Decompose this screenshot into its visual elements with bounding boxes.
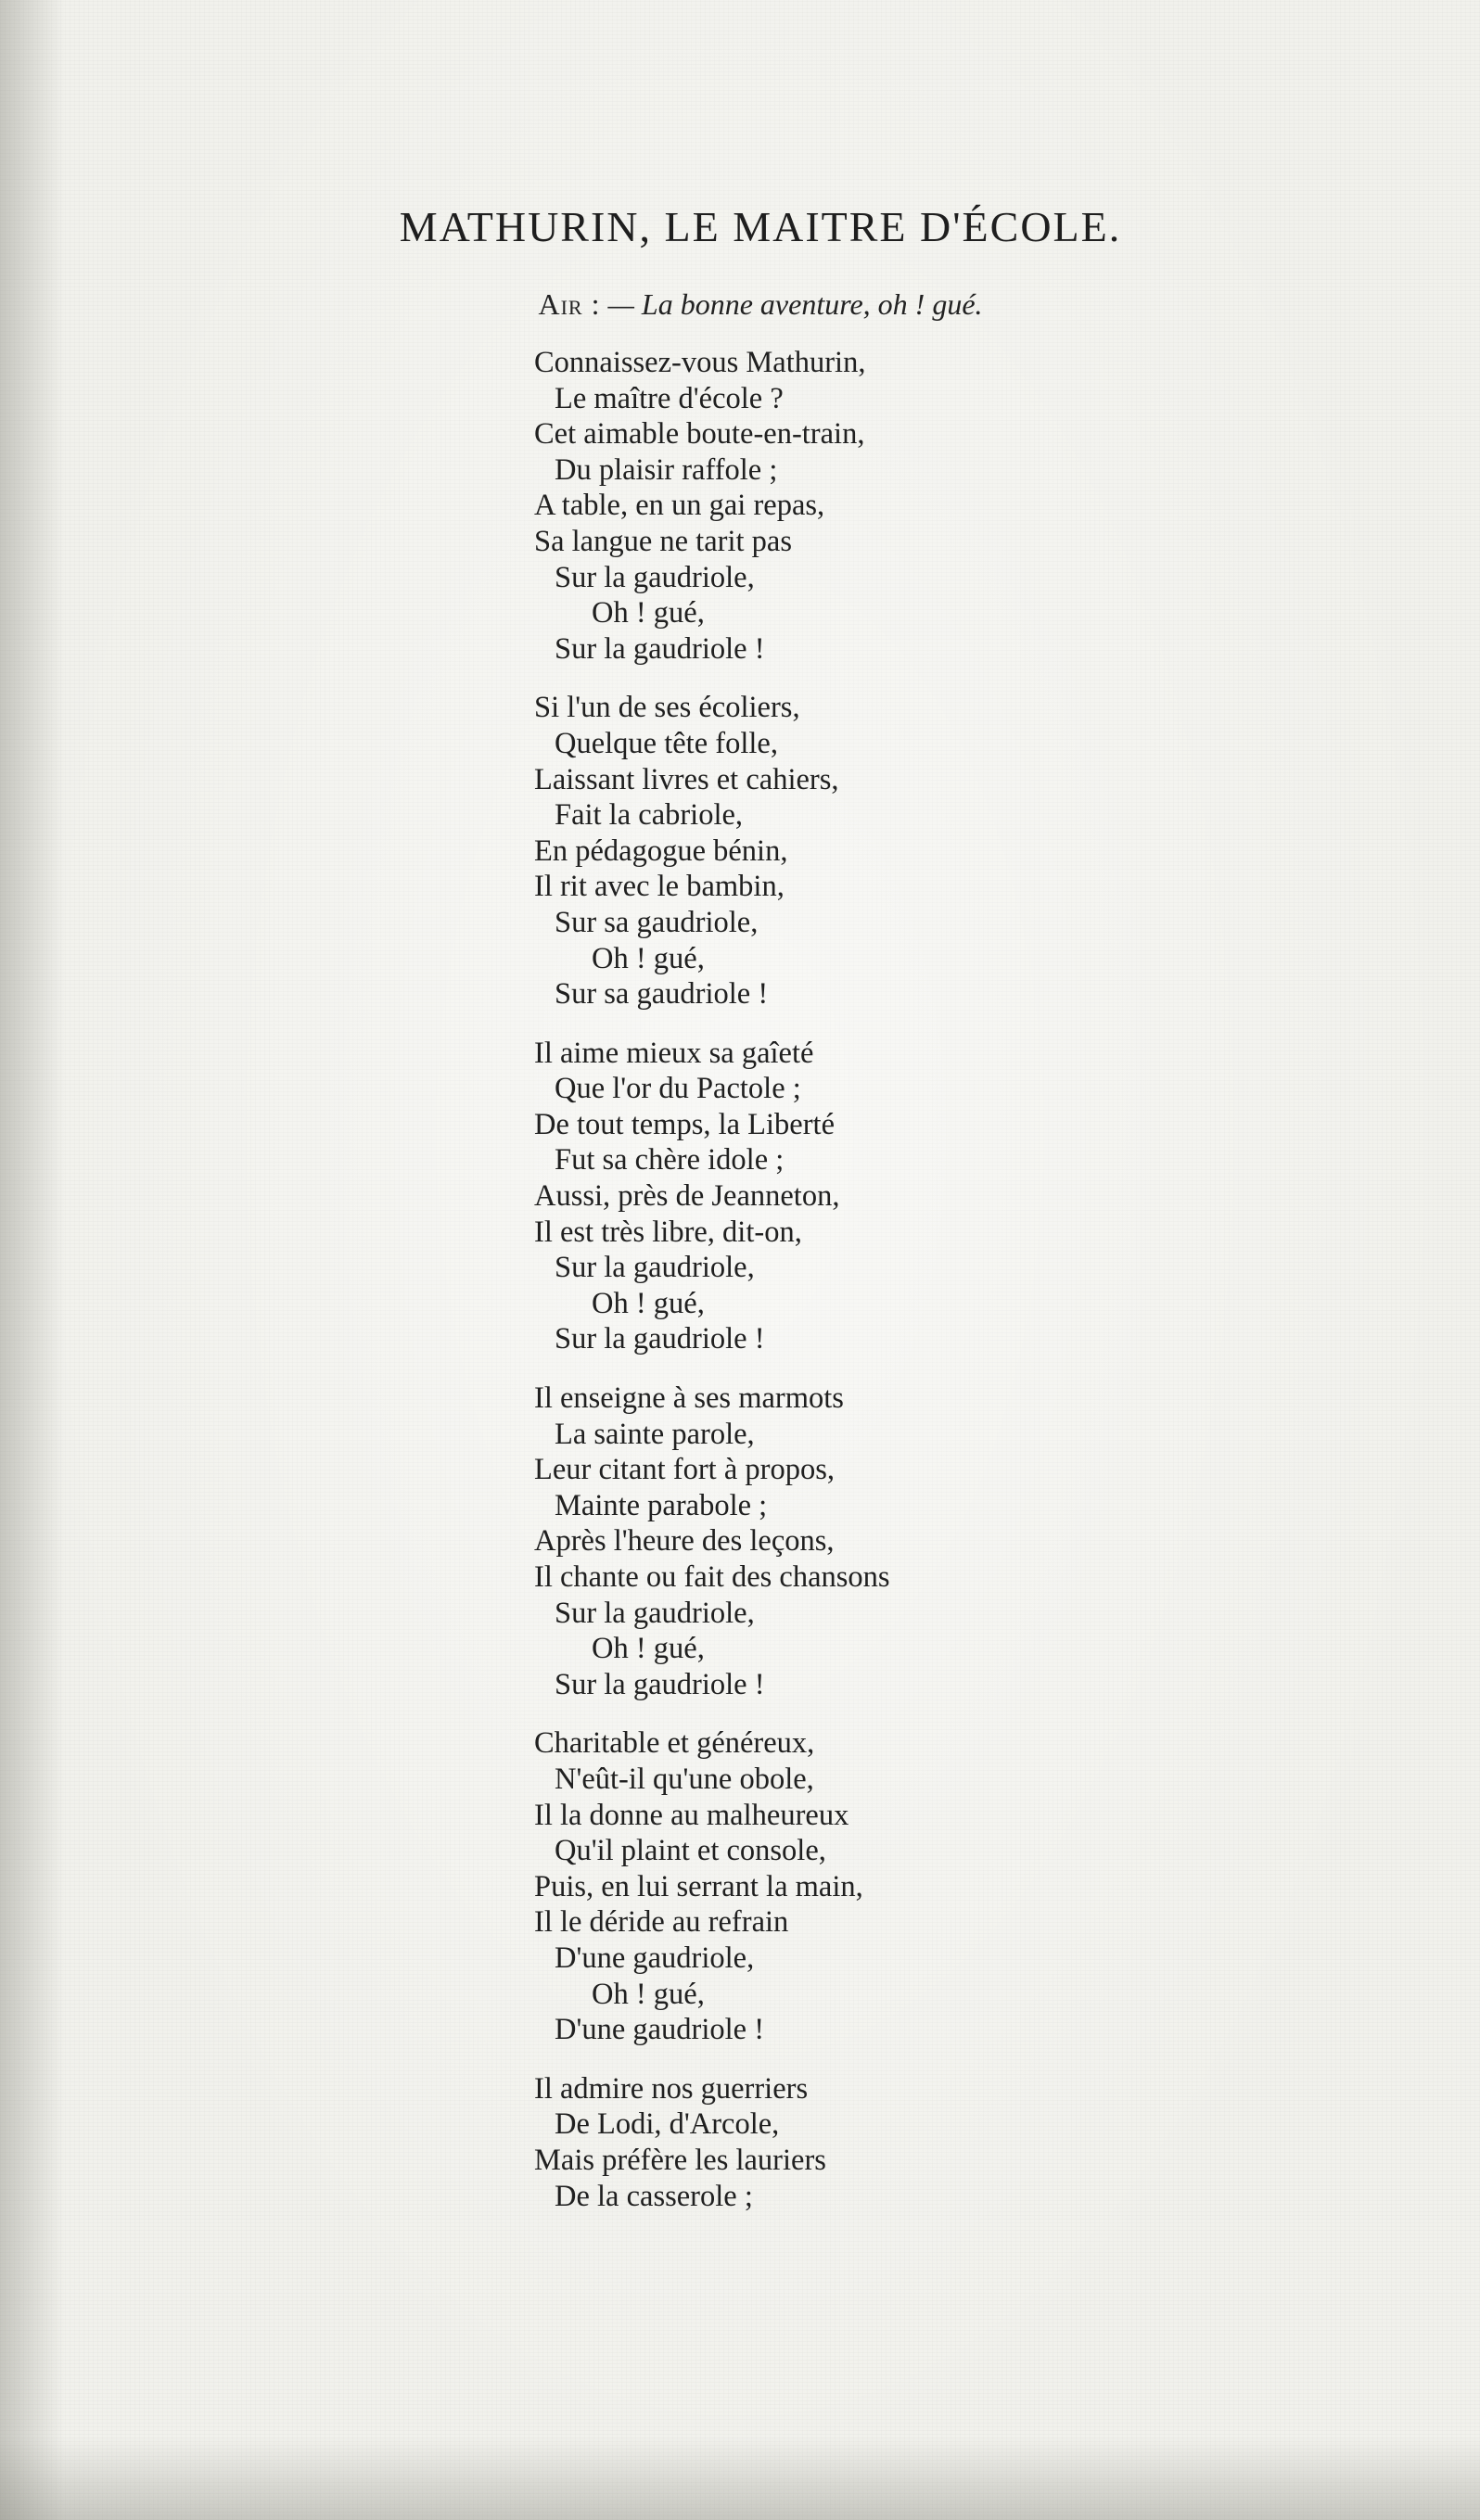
verse-line: De tout temps, la Liberté [534, 1107, 836, 1141]
page-shadow-left [0, 0, 65, 2520]
verse-line: Il le déride au refrain [534, 1905, 789, 1940]
verse-line: Sur la gaudriole, [555, 1596, 755, 1630]
verse-line: Quelque tête folle, [555, 726, 778, 760]
verse-line: Oh ! gué, [592, 1977, 705, 2011]
page-shadow-bottom [0, 2437, 1480, 2520]
verse-line: Il enseigne à ses marmots [534, 1381, 844, 1416]
verse-line: Cet aimable boute-en-train, [534, 417, 865, 452]
verse-line: Aussi, près de Jeanneton, [534, 1179, 840, 1214]
verse-line: Il admire nos guerriers [534, 2071, 809, 2106]
verse-line: Sur la gaudriole ! [555, 1322, 765, 1356]
verse-line: La sainte parole, [555, 1417, 755, 1451]
verse-line: Oh ! gué, [592, 596, 705, 630]
verse-line: Connaissez-vous Mathurin, [534, 346, 866, 379]
verse-line: Oh ! gué, [592, 1632, 705, 1666]
verse-line: Après l'heure des leçons, [534, 1524, 835, 1559]
verse-line: Leur citant fort à propos, [534, 1453, 835, 1487]
verse-line: Sur sa gaudriole, [555, 905, 759, 939]
verse-line: D'une gaudriole, [555, 1941, 755, 1975]
verse-line: De Lodi, d'Arcole, [555, 2107, 780, 2142]
verse-line: Il la donne au malheureux [534, 1798, 849, 1832]
verse-line: Que l'or du Pactole ; [555, 1072, 801, 1106]
verse-line: D'une gaudriole ! [555, 2013, 765, 2047]
verse-line: Mainte parabole ; [555, 1488, 768, 1522]
air-tune: — La bonne aventure, oh ! gué. [607, 287, 983, 321]
air-line [0, 287, 1480, 322]
verse-line: En pédagogue bénin, [534, 834, 788, 868]
stanza [534, 1381, 1183, 1702]
verse-line: Le maître d'école ? [555, 381, 784, 415]
verse-line: Sur la gaudriole, [555, 560, 755, 594]
verse-line: Sur la gaudriole, [555, 1251, 755, 1285]
verse-line: A table, en un gai repas, [534, 489, 825, 523]
verse-line: Sur la gaudriole ! [555, 631, 765, 666]
stanza [534, 345, 1183, 667]
verse-line: Charitable et généreux, [534, 1726, 815, 1761]
stanza [534, 1725, 1183, 2047]
verse-line: Laissant livres et cahiers, [534, 762, 839, 796]
verse-line: Il chante ou fait des chansons [534, 1560, 890, 1594]
verse-line: Sa langue ne tarit pas [534, 524, 792, 558]
verse-line: Mais préfère les lauriers [534, 2143, 826, 2177]
verse-line: Sur la gaudriole ! [555, 1667, 765, 1701]
stanza [534, 1036, 1183, 1357]
verse-line: Fait la cabriole, [555, 798, 744, 833]
verse-line: Oh ! gué, [592, 1286, 705, 1320]
song-title: MATHURIN, LE MAITRE D'ÉCOLE. [399, 203, 1122, 250]
verse-line: Il aime mieux sa gaîeté [534, 1036, 814, 1070]
verse-line: Fut sa chère idole ; [555, 1143, 785, 1177]
stanza [534, 690, 1183, 1012]
verse-line: Si l'un de ses écoliers, [534, 691, 800, 725]
verse-line: Puis, en lui serrant la main, [534, 1869, 863, 1903]
verse-line: Il rit avec le bambin, [534, 870, 785, 904]
verse-line: Il est très libre, dit-on, [534, 1215, 802, 1249]
poem-body [534, 345, 1183, 2237]
verse-line: Sur sa gaudriole ! [555, 977, 769, 1012]
verse-line: De la casserole ; [555, 2179, 753, 2213]
verse-line: N'eût-il qu'une obole, [555, 1762, 814, 1796]
verse-line: Qu'il plaint et console, [555, 1834, 826, 1868]
air-label: Air : [538, 287, 601, 321]
stanza [534, 2071, 1183, 2214]
verse-line: Du plaisir raffole ; [555, 452, 778, 487]
verse-line: Oh ! gué, [592, 941, 705, 975]
